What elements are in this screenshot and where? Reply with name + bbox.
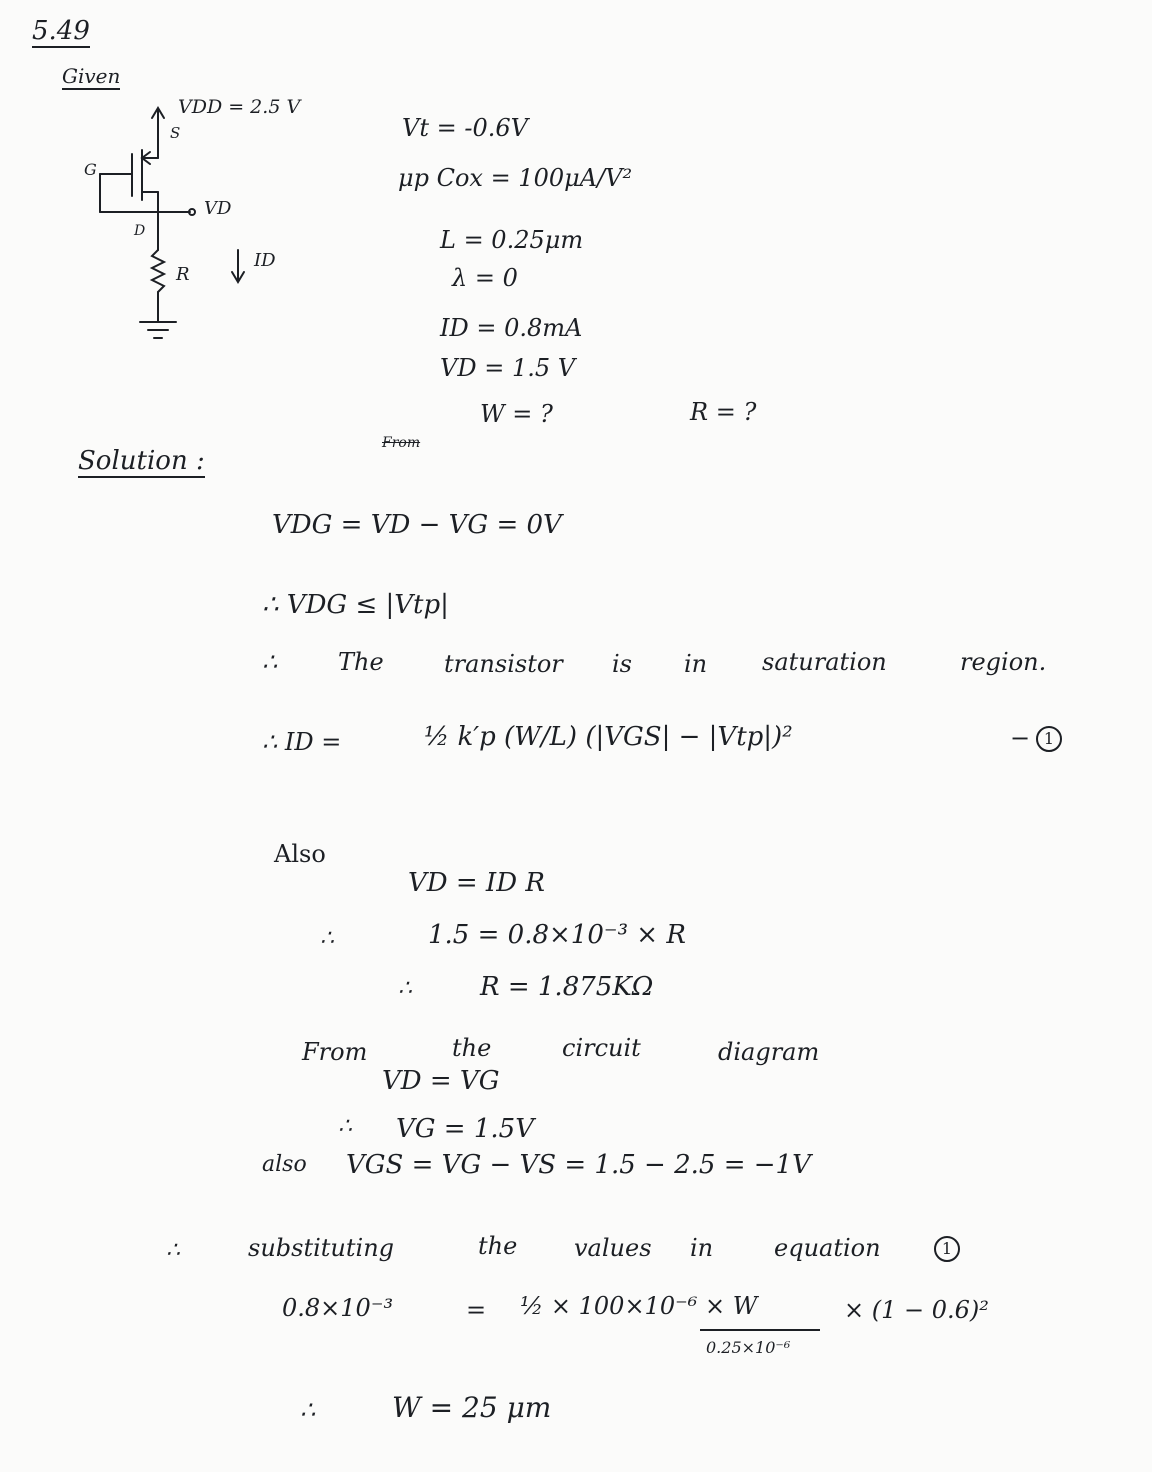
given-upcox: μp Cox = 100μA/V² [398,164,633,192]
solution-label: Solution : [78,446,205,476]
vd-equals-vg: VD = VG [382,1066,500,1096]
id-eq-prefix: ∴ ID = [262,728,342,756]
vg-prefix: ∴ [338,1114,352,1139]
source-label: S [170,124,181,142]
given-label: Given [62,64,121,88]
given-lambda: λ = 0 [452,264,518,292]
id-label: ID [254,250,276,271]
given-id: ID = 0.8mA [440,314,583,342]
final-denominator: 0.25×10⁻⁶ [706,1338,791,1357]
subst-word-2: the [478,1232,518,1260]
id-eq-body: ½ k′p (W/L) (|VGS| − |Vtp|)² [424,722,793,752]
r-result-prefix: ∴ [398,976,412,1001]
eq-number-dash: − [1010,724,1031,752]
sat-word-3: is [612,650,632,678]
final-lhs: 0.8×10⁻³ [282,1294,394,1322]
subst-word-4: in [690,1234,714,1262]
gate-label: G [84,160,97,179]
r-substitution: 1.5 = 0.8×10⁻³ × R [428,920,686,950]
crossed-word: From [382,435,421,451]
final-equals: = [466,1296,487,1324]
given-l: L = 0.25μm [440,226,584,254]
from-word-3: circuit [562,1034,641,1062]
sat-word-1: The [338,648,384,676]
drain-label: D [134,223,146,239]
given-r-question: R = ? [690,398,757,426]
w-prefix: ∴ [300,1396,316,1424]
sat-word-2: transistor [444,650,563,678]
vdd-label: VDD = 2.5 V [178,96,301,118]
r-result: R = 1.875KΩ [480,972,654,1002]
vgs-equation: VGS = VG − VS = 1.5 − 2.5 = −1V [346,1150,811,1180]
problem-number: 5.49 [32,16,90,46]
subst-word-5: equation [774,1234,881,1262]
given-vt: Vt = -0.6V [402,114,528,142]
subst-word-1: substituting [248,1234,395,1262]
from-word-4: diagram [718,1038,820,1066]
also-label: Also [274,840,326,868]
vd-label: VD [204,198,232,219]
vg-value: VG = 1.5V [396,1114,534,1144]
vdg-condition: ∴ VDG ≤ |Vtp| [262,590,449,620]
vd-ohm-equation: VD = ID R [408,868,545,898]
subst-prefix: ∴ [166,1238,180,1263]
also-2: also [262,1152,307,1177]
w-result: W = 25 μm [392,1391,552,1424]
r-sub-prefix: ∴ [320,926,334,951]
vdg-equation: VDG = VD − VG = 0V [272,510,562,540]
sat-prefix: ∴ [262,648,278,676]
from-word-1: From [302,1038,368,1066]
eq-number: 1 [1036,726,1062,752]
given-w: W = ? [480,400,553,428]
final-tail: × (1 − 0.6)² [844,1296,989,1324]
subst-word-3: values [574,1234,652,1262]
final-rhs: ½ × 100×10⁻⁶ × W [520,1292,758,1320]
sat-word-5: saturation [762,648,887,676]
subst-eq-number: 1 [934,1236,960,1262]
given-vd: VD = 1.5 V [440,354,576,382]
r-label: R [176,264,190,285]
from-word-2: the [452,1034,492,1062]
sat-word-6: region. [960,648,1047,676]
sat-word-4: in [684,650,708,678]
